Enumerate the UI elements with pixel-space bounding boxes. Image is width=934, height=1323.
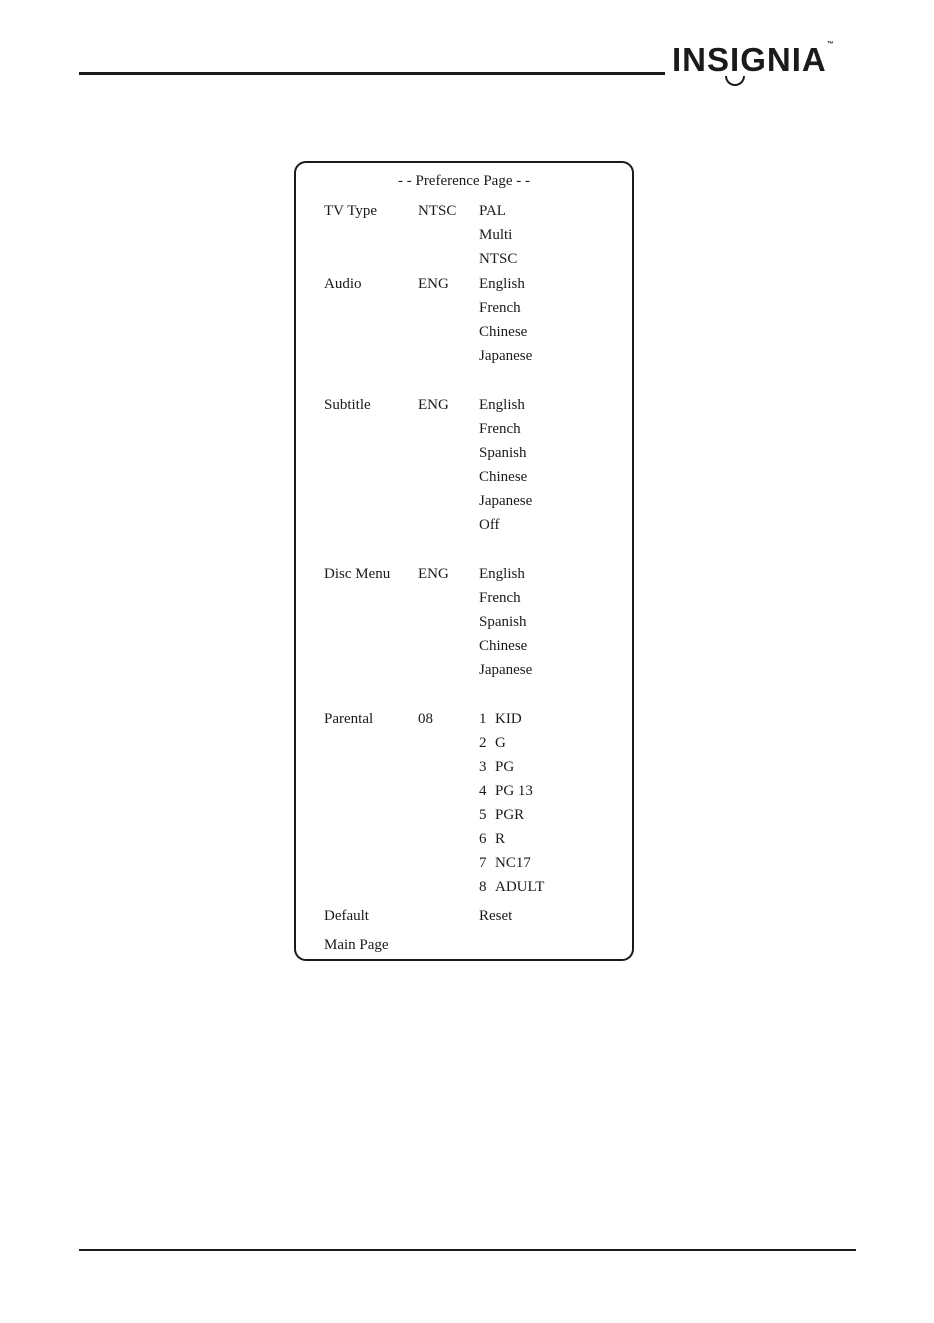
parental-option-number: 4 — [479, 783, 487, 799]
parental-option-text: PGR — [495, 807, 525, 823]
default-label[interactable]: Default — [324, 908, 369, 924]
disc-menu-option[interactable]: French — [479, 590, 521, 606]
parental-label[interactable]: Parental — [324, 711, 374, 727]
disc-menu-option[interactable]: English — [479, 566, 525, 582]
tv-type-value: NTSC — [418, 203, 457, 219]
parental-option-number: 2 — [479, 735, 487, 751]
tv-type-option[interactable]: NTSC — [479, 251, 518, 267]
parental-option-text: ADULT — [495, 879, 545, 895]
audio-option[interactable]: French — [479, 300, 521, 316]
tv-type-option[interactable]: Multi — [479, 227, 513, 243]
insignia-logo: INSI GNIA™ — [672, 43, 835, 76]
parental-option-text: KID — [495, 711, 522, 727]
parental-option[interactable] — [479, 760, 514, 775]
parental-option-number: 8 — [479, 879, 487, 895]
parental-option-text: PG 13 — [495, 783, 533, 799]
disc-menu-option[interactable]: Japanese — [479, 662, 533, 678]
tv-type-option[interactable]: PAL — [479, 203, 506, 219]
parental-option[interactable] — [479, 856, 531, 871]
subtitle-option[interactable]: French — [479, 421, 521, 437]
parental-option[interactable] — [479, 808, 524, 823]
audio-value: ENG — [418, 276, 449, 292]
subtitle-value: ENG — [418, 397, 449, 413]
parental-option-number: 6 — [479, 831, 487, 847]
parental-option-text: R — [495, 831, 506, 847]
parental-option-number: 5 — [479, 807, 487, 823]
parental-option-number: 1 — [479, 711, 487, 727]
disc-menu-value: ENG — [418, 566, 449, 582]
reset-option[interactable]: Reset — [479, 908, 513, 924]
subtitle-option[interactable]: Chinese — [479, 469, 528, 485]
header-rule — [79, 72, 665, 75]
subtitle-option[interactable]: Off — [479, 517, 500, 533]
audio-option[interactable]: Japanese — [479, 348, 533, 364]
disc-menu-label[interactable]: Disc Menu — [324, 566, 391, 582]
main-page-label[interactable]: Main Page — [324, 937, 389, 953]
subtitle-label[interactable]: Subtitle — [324, 397, 371, 413]
audio-label[interactable]: Audio — [324, 276, 362, 292]
parental-value: 08 — [418, 711, 433, 727]
parental-option-text: G — [495, 735, 506, 751]
parental-option[interactable] — [479, 832, 505, 847]
parental-option-number: 7 — [479, 855, 487, 871]
parental-option[interactable] — [479, 880, 544, 895]
disc-menu-option[interactable]: Spanish — [479, 614, 527, 630]
audio-option[interactable]: Chinese — [479, 324, 528, 340]
parental-option[interactable] — [479, 736, 506, 751]
parental-option[interactable] — [479, 712, 522, 727]
disc-menu-option[interactable]: Chinese — [479, 638, 528, 654]
subtitle-option[interactable]: Spanish — [479, 445, 527, 461]
parental-option-text: NC17 — [495, 855, 531, 871]
subtitle-option[interactable]: English — [479, 397, 525, 413]
preference-page-menu — [294, 161, 634, 961]
parental-option-number: 3 — [479, 759, 487, 775]
tv-type-label[interactable]: TV Type — [324, 203, 377, 219]
parental-option[interactable] — [479, 784, 533, 799]
subtitle-option[interactable]: Japanese — [479, 493, 533, 509]
menu-title: - - Preference Page - - — [397, 173, 530, 189]
footer-rule — [79, 1249, 856, 1251]
audio-option[interactable]: English — [479, 276, 525, 292]
parental-option-text: PG — [495, 759, 515, 775]
